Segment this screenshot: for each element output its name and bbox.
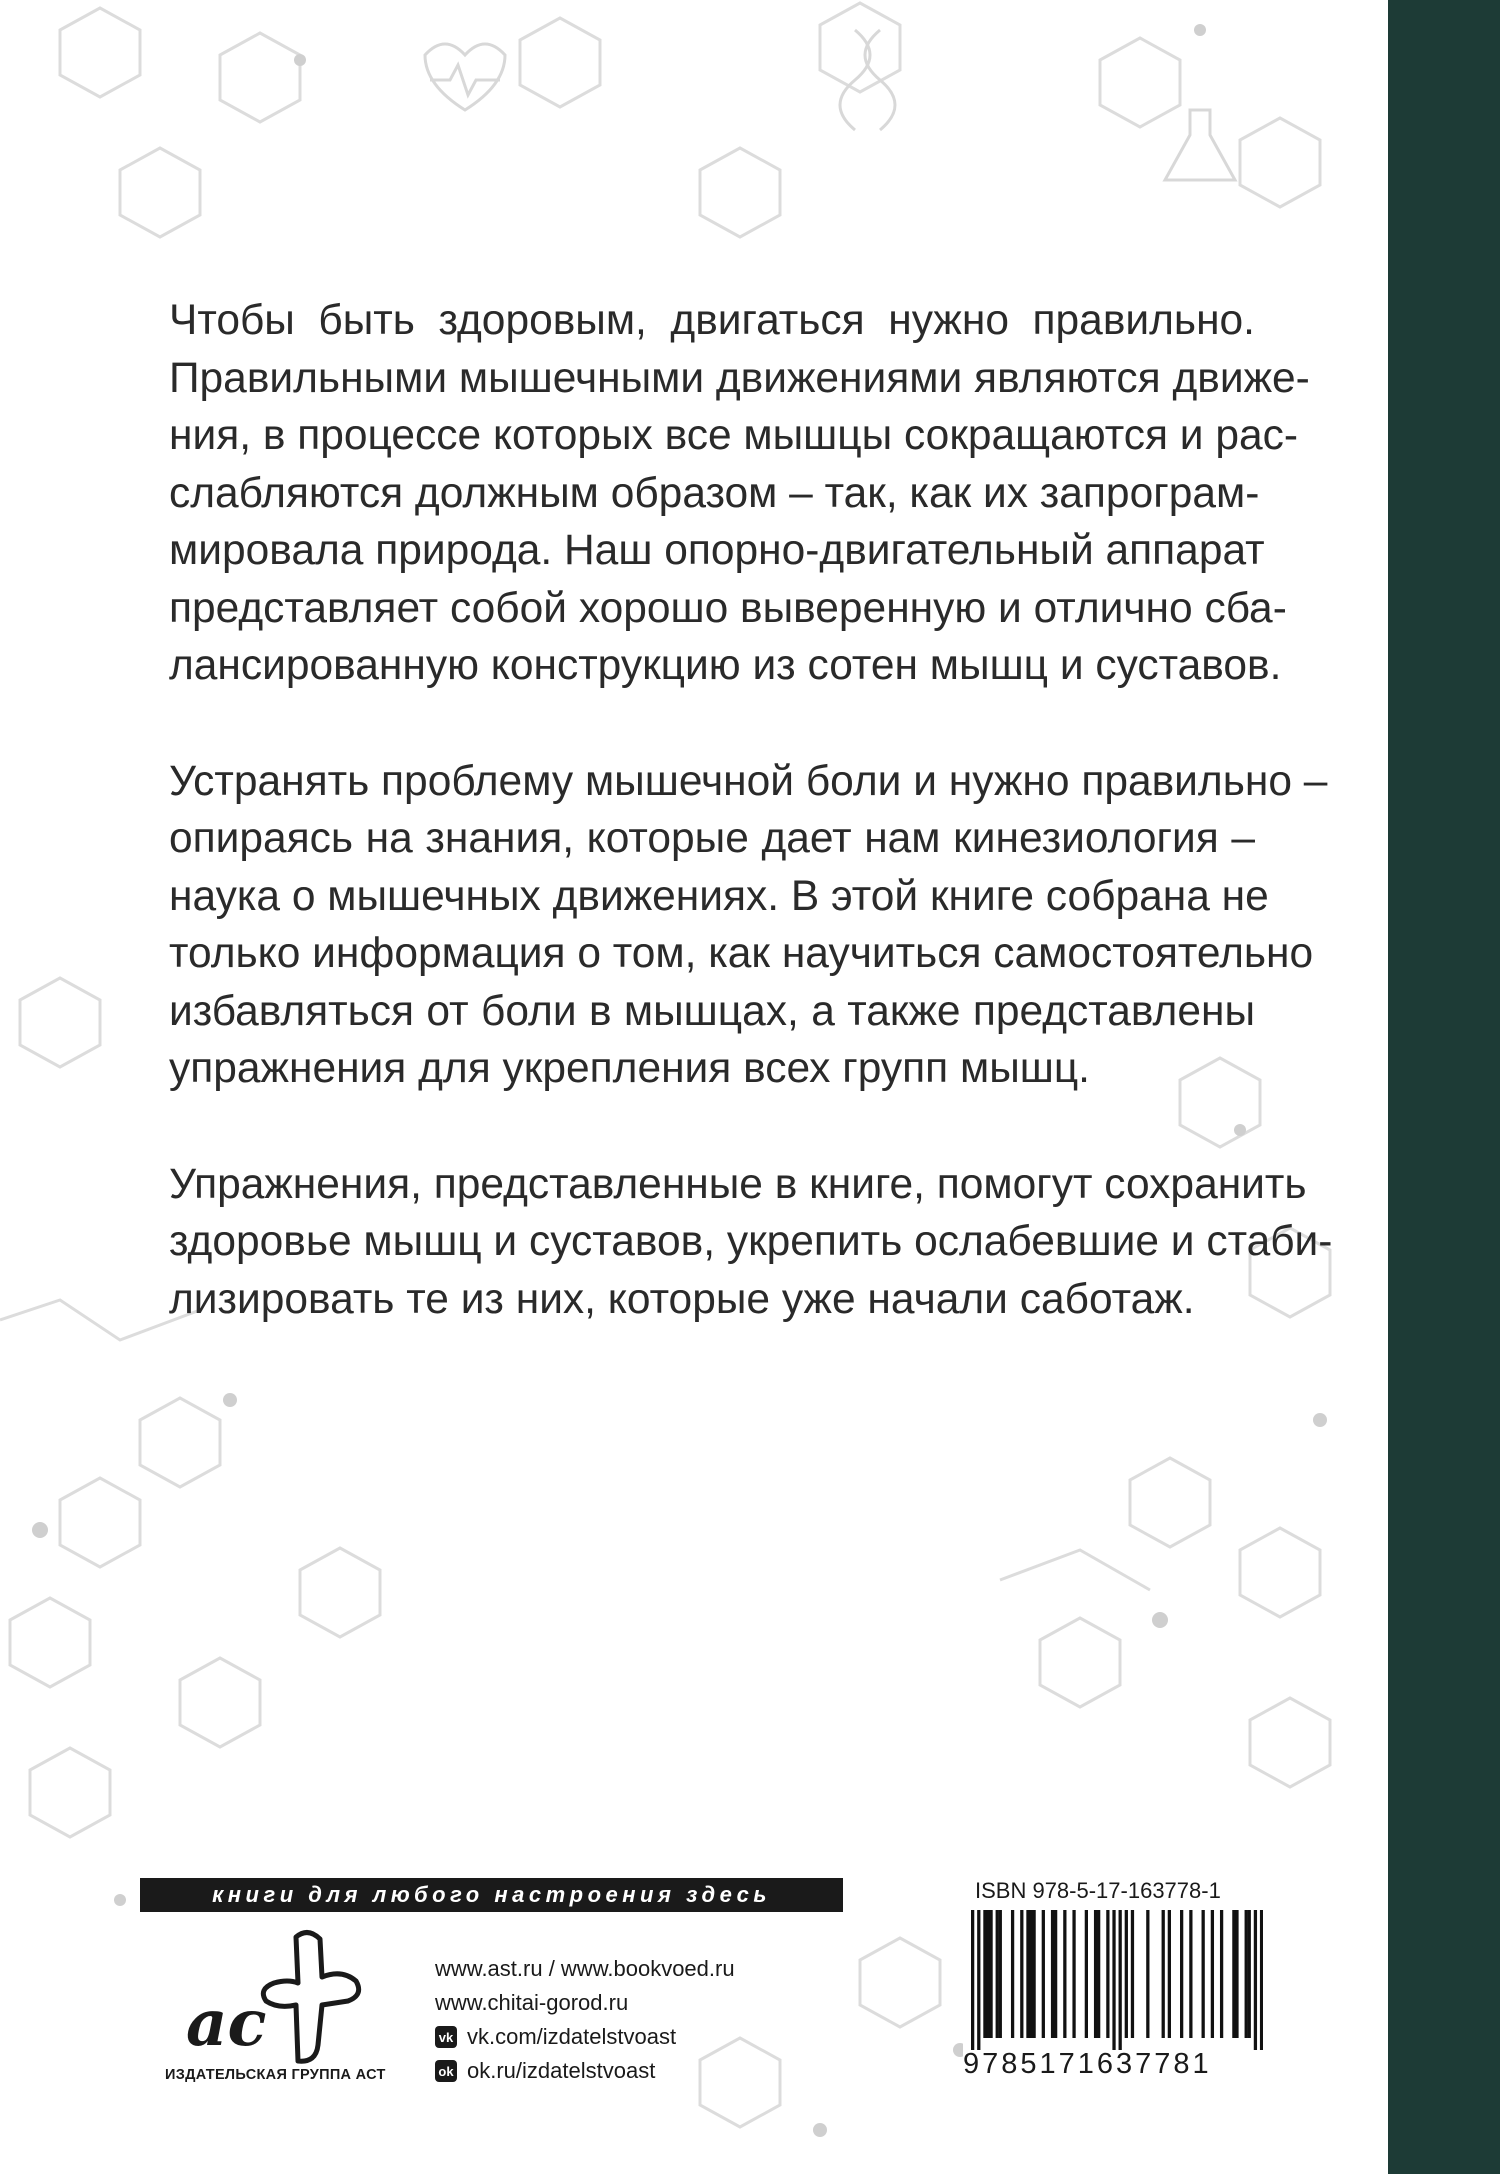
barcode-bar	[1020, 1910, 1023, 2038]
barcode-bar	[1131, 1910, 1134, 2038]
barcode-bar	[1146, 1910, 1149, 2038]
isbn-barcode	[971, 1910, 1263, 2050]
spine-strip	[1388, 0, 1500, 2174]
text-line: Устранять проблему мышечной боли и нужно правильно –	[169, 757, 1328, 805]
barcode-box	[963, 1868, 1268, 2093]
barcode-bar	[1094, 1910, 1097, 2038]
barcode-bar	[1072, 1910, 1075, 2038]
text-line: Чтобы быть здоровым, двигаться нужно правильно.	[169, 297, 1255, 344]
text-line: слабляются должным образом – так, как их запрограм-	[169, 469, 1260, 517]
barcode-bar	[1112, 1910, 1115, 2050]
barcode-bar	[1063, 1910, 1066, 2038]
barcode-bar	[1054, 1910, 1057, 2038]
barcode-bar	[977, 1910, 980, 2050]
barcode-bar	[1125, 1910, 1128, 2038]
barcode-bar	[1235, 1910, 1238, 2038]
barcode-bar	[1220, 1910, 1223, 2038]
barcode-bar	[1085, 1910, 1088, 2038]
text-line: ния, в процессе которых все мышцы сокращаются и рас-	[169, 412, 1299, 459]
barcode-bar	[1032, 1910, 1035, 2038]
barcode-bar	[1029, 1910, 1032, 2038]
text-line: здоровье мышц и суставов, укрепить ослабевшие и стаби-	[169, 1218, 1333, 1265]
barcode-bar	[1042, 1910, 1045, 2038]
barcode-bar	[1245, 1910, 1248, 2038]
text-line: опираясь на знания, которые дает нам кинезиология –	[169, 815, 1255, 862]
barcode-bar	[1011, 1910, 1014, 2038]
barcode-digits: 9785171637781	[963, 2048, 1212, 2080]
annotation-text	[125, 292, 1333, 1386]
barcode-bar	[1097, 1910, 1100, 2038]
barcode-bar	[986, 1910, 989, 2038]
text-line: избавляться от боли в мышцах, а также представлены	[169, 987, 1255, 1035]
text-line: мировала природа. Наш опорно-двигательный аппарат	[169, 527, 1265, 574]
barcode-bar	[1051, 1910, 1054, 2038]
barcode-bar	[1189, 1910, 1192, 2038]
barcode-bar	[1168, 1910, 1171, 2038]
isbn-label: ISBN 978-5-17-163778-1	[975, 1878, 1221, 1903]
text-line: Упражнения, представленные в книге, помогут сохранить	[169, 1160, 1307, 1208]
barcode-bar	[1248, 1910, 1251, 2038]
publisher-link-text: ok.ru/izdatelstvoast	[467, 2058, 656, 2083]
paragraph	[125, 292, 1310, 695]
text-line: лизировать те из них, которые уже начали саботаж.	[169, 1275, 1195, 1323]
barcode-bar	[971, 1910, 974, 2050]
barcode-bar	[1260, 1910, 1263, 2050]
publisher-links	[435, 1952, 835, 2088]
barcode-bar	[1106, 1910, 1109, 2038]
publisher-link-text: www.ast.ru / www.bookvoed.ru	[435, 1956, 735, 1981]
barcode-bar	[1180, 1910, 1183, 2038]
barcode-bar	[989, 1910, 992, 2038]
tagline-banner: книги для любого настроения здесь	[140, 1878, 843, 1912]
ast-logo-lettering: ас	[186, 1986, 267, 2061]
publisher-link-text: www.chitai-gorod.ru	[435, 1990, 629, 2015]
publisher-link[interactable]	[435, 2020, 835, 2054]
text-line: только информация о том, как научиться самостоятельно	[169, 930, 1314, 977]
publisher-link[interactable]	[435, 1986, 835, 2020]
text-line: представляет собой хорошо выверенную и отлично сба-	[169, 584, 1287, 632]
barcode-bar	[1162, 1910, 1165, 2038]
text-line: наука о мышечных движениях. В этой книге собрана не	[169, 872, 1269, 920]
barcode-bar	[1202, 1910, 1205, 2038]
text-line: Правильными мышечными движениями являются движе-	[169, 354, 1310, 402]
paragraph	[125, 1156, 1333, 1329]
text-line: лансированную конструкцию из сотен мышц и суставов.	[169, 642, 1282, 689]
ok-icon: ok	[435, 2060, 457, 2082]
barcode-bar	[996, 1910, 999, 2038]
publisher-link-text: vk.com/izdatelstvoast	[467, 2024, 677, 2049]
text-line: упражнения для укрепления всех групп мышц.	[169, 1045, 1090, 1092]
barcode-bar	[1026, 1910, 1029, 2038]
publisher-link[interactable]	[435, 1952, 835, 1986]
publisher-name: ИЗДАТЕЛЬСКАЯ ГРУППА АСТ	[165, 2067, 386, 2083]
publisher-link[interactable]	[435, 2054, 835, 2088]
barcode-bar	[1119, 1910, 1122, 2050]
barcode-bar	[1211, 1910, 1214, 2038]
paragraph	[125, 753, 1328, 1098]
ast-logo	[168, 1927, 388, 2067]
barcode-bar	[983, 1910, 986, 2038]
barcode-bar	[1232, 1910, 1235, 2038]
barcode-bar	[1254, 1910, 1257, 2050]
barcode-bar	[999, 1910, 1002, 2038]
vk-icon: vk	[435, 2026, 457, 2048]
